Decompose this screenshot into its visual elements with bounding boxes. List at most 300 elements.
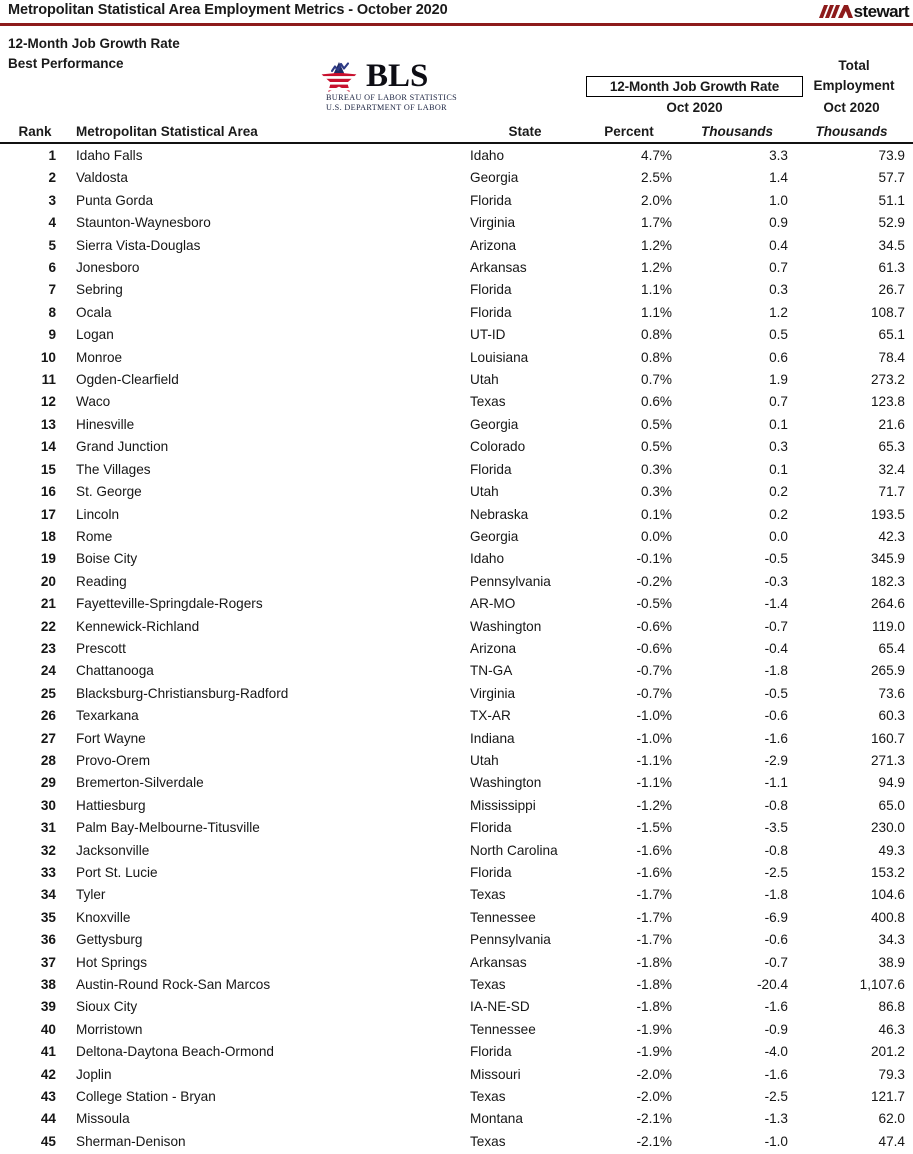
- cell-msa: Idaho Falls: [76, 148, 143, 163]
- cell-percent: 0.3%: [641, 484, 672, 500]
- table-row: [0, 236, 913, 258]
- cell-state: Virginia: [470, 685, 516, 701]
- cell-thousands: 0.0: [769, 528, 788, 544]
- cell-percent: -2.0%: [636, 1066, 672, 1082]
- cell-state: Utah: [470, 752, 499, 768]
- table-row: [0, 953, 913, 975]
- table-row: [0, 392, 913, 414]
- table-row: [0, 370, 913, 392]
- cell-thousands: -2.5: [764, 1089, 788, 1105]
- cell-state: Colorado: [470, 439, 526, 455]
- data-table-body: [0, 146, 913, 1154]
- cell-total-employment: 60.3: [878, 708, 905, 724]
- cell-msa: Texarkana: [76, 708, 139, 724]
- cell-total-employment: 38.9: [878, 954, 905, 970]
- cell-msa: Boise City: [76, 551, 138, 567]
- cell-msa: Blacksburg-Christiansburg-Radford: [76, 685, 289, 701]
- cell-percent: -0.1%: [636, 551, 672, 567]
- total-employment-line-2: Employment: [813, 78, 895, 93]
- cell-thousands: -0.4: [764, 640, 788, 656]
- cell-thousands: 0.7: [769, 394, 788, 410]
- stewart-wordmark: stewart: [853, 2, 909, 21]
- cell-rank: 8: [48, 304, 56, 320]
- cell-state: Texas: [470, 1133, 506, 1149]
- table-row: [0, 1042, 913, 1064]
- cell-percent: -0.6%: [636, 618, 672, 634]
- cell-thousands: -1.6: [764, 999, 788, 1015]
- table-row: [0, 1109, 913, 1131]
- cell-thousands: 1.2: [769, 304, 788, 320]
- cell-msa: Sierra Vista-Douglas: [76, 237, 201, 253]
- subtitle-line-2: Best Performance: [8, 56, 124, 71]
- cell-msa: Port St. Lucie: [76, 865, 158, 880]
- cell-msa: Austin-Round Rock-San Marcos: [76, 977, 271, 993]
- cell-msa: Punta Gorda: [76, 192, 154, 208]
- cell-total-employment: 79.3: [878, 1066, 905, 1082]
- cell-state: Florida: [470, 192, 512, 208]
- table-row: [0, 146, 913, 168]
- cell-thousands: 0.9: [769, 215, 788, 231]
- cell-msa: Ogden-Clearfield: [76, 372, 179, 388]
- cell-total-employment: 1,107.6: [859, 977, 905, 993]
- cell-total-employment: 65.0: [878, 797, 905, 813]
- cell-state: Indiana: [470, 730, 515, 746]
- cell-msa: Hot Springs: [76, 954, 148, 970]
- table-row: [0, 930, 913, 952]
- cell-total-employment: 123.8: [870, 394, 905, 410]
- cell-total-employment: 34.5: [878, 237, 905, 253]
- cell-msa: Jacksonville: [76, 842, 150, 858]
- cell-percent: 1.1%: [641, 304, 672, 320]
- cell-state: Florida: [470, 282, 512, 298]
- cell-state: Pennsylvania: [470, 573, 551, 589]
- table-row: [0, 527, 913, 549]
- table-row: [0, 997, 913, 1019]
- cell-thousands: -0.5: [764, 551, 788, 567]
- stewart-logo: [819, 2, 909, 21]
- cell-state: Georgia: [470, 416, 519, 432]
- page-banner: [0, 0, 913, 25]
- cell-rank: 26: [40, 708, 56, 724]
- cell-thousands: -1.6: [764, 730, 788, 746]
- cell-state: Georgia: [470, 170, 519, 186]
- cell-percent: -1.7%: [636, 932, 672, 948]
- cell-thousands: -1.1: [764, 775, 788, 791]
- cell-state: Virginia: [470, 215, 516, 231]
- cell-total-employment: 65.4: [878, 640, 905, 656]
- cell-total-employment: 108.7: [870, 304, 905, 320]
- cell-thousands: -0.5: [764, 685, 788, 701]
- cell-msa: College Station - Bryan: [76, 1089, 216, 1105]
- cell-total-employment: 201.2: [870, 1044, 905, 1060]
- cell-rank: 37: [40, 954, 56, 970]
- cell-percent: 0.7%: [641, 372, 672, 388]
- cell-percent: -1.9%: [636, 1044, 672, 1060]
- cell-state: TX-AR: [470, 708, 511, 724]
- total-employment-line-1: Total: [838, 58, 870, 73]
- cell-percent: -1.8%: [636, 977, 672, 993]
- cell-state: Tennessee: [470, 1021, 536, 1037]
- cell-state: Idaho: [470, 551, 505, 567]
- cell-rank: 38: [40, 977, 56, 993]
- cell-total-employment: 71.7: [878, 484, 905, 500]
- cell-state: Nebraska: [470, 506, 529, 522]
- cell-total-employment: 73.9: [878, 148, 905, 163]
- cell-percent: -1.6%: [636, 842, 672, 858]
- cell-rank: 41: [40, 1044, 56, 1060]
- cell-total-employment: 73.6: [878, 685, 905, 701]
- table-row: [0, 908, 913, 930]
- table-row: [0, 594, 913, 616]
- cell-msa: Fort Wayne: [76, 730, 146, 746]
- cell-rank: 31: [40, 820, 56, 836]
- table-row: [0, 325, 913, 347]
- subtitle-line-1: 12-Month Job Growth Rate: [8, 36, 180, 51]
- table-row: [0, 796, 913, 818]
- column-header-msa: Metropolitan Statistical Area: [76, 124, 258, 139]
- table-row: [0, 280, 913, 302]
- column-header-state: State: [508, 124, 542, 139]
- cell-thousands: -1.8: [764, 887, 788, 903]
- table-row: [0, 258, 913, 280]
- cell-msa: Joplin: [76, 1066, 112, 1082]
- cell-rank: 27: [40, 730, 56, 746]
- cell-percent: 4.7%: [641, 148, 672, 163]
- table-row: [0, 729, 913, 751]
- cell-total-employment: 193.5: [870, 506, 905, 522]
- cell-rank: 4: [48, 215, 56, 231]
- cell-percent: -1.9%: [636, 1021, 672, 1037]
- cell-msa: St. George: [76, 484, 142, 500]
- cell-msa: Palm Bay-Melbourne-Titusville: [76, 820, 260, 836]
- cell-total-employment: 230.0: [870, 820, 905, 836]
- table-row: [0, 751, 913, 773]
- cell-state: Arizona: [470, 237, 517, 253]
- cell-rank: 6: [48, 260, 56, 276]
- cell-thousands: -20.4: [757, 977, 788, 993]
- cell-total-employment: 65.1: [878, 327, 905, 343]
- cell-thousands: -1.6: [764, 1066, 788, 1082]
- cell-percent: -1.5%: [636, 820, 672, 836]
- cell-msa: Sherman-Denison: [76, 1133, 186, 1149]
- cell-msa: Logan: [76, 327, 114, 343]
- cell-percent: -0.6%: [636, 640, 672, 656]
- cell-msa: Valdosta: [76, 170, 128, 186]
- cell-rank: 21: [40, 596, 56, 612]
- cell-percent: 0.5%: [641, 439, 672, 455]
- cell-msa: Knoxville: [76, 909, 131, 925]
- cell-state: Florida: [470, 304, 512, 320]
- cell-msa: The Villages: [76, 461, 151, 477]
- cell-state: North Carolina: [470, 842, 558, 858]
- cell-thousands: 0.3: [769, 282, 788, 298]
- cell-total-employment: 47.4: [878, 1133, 905, 1149]
- cell-state: Georgia: [470, 528, 519, 544]
- cell-rank: 1: [48, 148, 56, 163]
- cell-rank: 39: [40, 999, 56, 1015]
- cell-msa: Missoula: [76, 1111, 130, 1127]
- cell-thousands: -6.9: [764, 909, 788, 925]
- cell-total-employment: 273.2: [870, 372, 905, 388]
- cell-msa: Prescott: [76, 640, 126, 656]
- cell-rank: 10: [40, 349, 56, 365]
- table-row: [0, 818, 913, 840]
- cell-rank: 42: [40, 1066, 56, 1082]
- cell-msa: Jonesboro: [76, 260, 140, 276]
- cell-percent: -1.7%: [636, 887, 672, 903]
- cell-total-employment: 265.9: [870, 663, 905, 679]
- cell-percent: -1.6%: [636, 865, 672, 880]
- cell-msa: Grand Junction: [76, 439, 169, 455]
- cell-total-employment: 62.0: [878, 1111, 905, 1127]
- cell-state: Tennessee: [470, 909, 536, 925]
- cell-msa: Tyler: [76, 887, 106, 903]
- cell-rank: 44: [40, 1111, 56, 1127]
- header-rule: [0, 142, 913, 144]
- cell-rank: 23: [40, 640, 56, 656]
- cell-state: AR-MO: [470, 596, 516, 612]
- cell-msa: Rome: [76, 528, 113, 544]
- total-employment-group-header: [795, 56, 913, 96]
- cell-rank: 16: [40, 484, 56, 500]
- cell-state: Arkansas: [470, 260, 527, 276]
- cell-percent: -1.0%: [636, 708, 672, 724]
- cell-rank: 9: [48, 327, 56, 343]
- table-row: [0, 841, 913, 863]
- table-row: [0, 661, 913, 683]
- table-row: [0, 773, 913, 795]
- bls-subtitle-line-2: U.S. DEPARTMENT OF LABOR: [326, 103, 447, 112]
- cell-percent: -2.0%: [636, 1089, 672, 1105]
- cell-rank: 19: [40, 551, 56, 567]
- cell-thousands: 0.1: [769, 461, 788, 477]
- cell-rank: 28: [40, 752, 56, 768]
- cell-rank: 45: [40, 1133, 56, 1149]
- growth-rate-group-label: 12-Month Job Growth Rate: [609, 79, 780, 94]
- column-header-thousands: Thousands: [700, 124, 773, 139]
- cell-thousands: -1.8: [764, 663, 788, 679]
- cell-msa: Monroe: [76, 349, 123, 365]
- cell-rank: 5: [48, 237, 56, 253]
- cell-state: Florida: [470, 865, 512, 880]
- cell-total-employment: 46.3: [878, 1021, 905, 1037]
- cell-percent: -1.8%: [636, 999, 672, 1015]
- cell-state: IA-NE-SD: [470, 999, 530, 1015]
- cell-state: Louisiana: [470, 349, 529, 365]
- table-row: [0, 460, 913, 482]
- column-header-percent: Percent: [604, 124, 654, 139]
- cell-thousands: 0.1: [769, 416, 788, 432]
- bls-star-chart-icon: [318, 62, 362, 97]
- cell-total-employment: 121.7: [870, 1089, 905, 1105]
- cell-thousands: -0.8: [764, 842, 788, 858]
- cell-total-employment: 32.4: [878, 461, 905, 477]
- cell-percent: 0.3%: [641, 461, 672, 477]
- cell-msa: Fayetteville-Springdale-Rogers: [76, 596, 263, 612]
- cell-thousands: -0.7: [764, 954, 788, 970]
- cell-msa: Lincoln: [76, 506, 120, 522]
- cell-percent: -0.7%: [636, 663, 672, 679]
- table-row: [0, 1020, 913, 1042]
- cell-total-employment: 61.3: [878, 260, 905, 276]
- cell-rank: 43: [40, 1089, 56, 1105]
- cell-thousands: -0.3: [764, 573, 788, 589]
- cell-state: Pennsylvania: [470, 932, 551, 948]
- growth-period-label: Oct 2020: [666, 100, 723, 115]
- table-row: [0, 437, 913, 459]
- cell-total-employment: 86.8: [878, 999, 905, 1015]
- cell-msa: Ocala: [76, 304, 112, 320]
- cell-percent: 0.0%: [641, 528, 672, 544]
- cell-total-employment: 52.9: [878, 215, 905, 231]
- cell-total-employment: 78.4: [878, 349, 905, 365]
- cell-rank: 3: [48, 192, 56, 208]
- table-row: [0, 684, 913, 706]
- table-row: [0, 549, 913, 571]
- cell-rank: 11: [41, 372, 56, 388]
- table-row: [0, 303, 913, 325]
- cell-total-employment: 153.2: [870, 865, 905, 880]
- cell-msa: Morristown: [76, 1021, 143, 1037]
- cell-rank: 35: [40, 909, 56, 925]
- cell-percent: 2.0%: [641, 192, 672, 208]
- cell-state: Utah: [470, 372, 499, 388]
- cell-rank: 13: [40, 416, 56, 432]
- cell-total-employment: 119.0: [871, 618, 905, 634]
- cell-msa: Chattanooga: [76, 663, 154, 679]
- bls-subtitle-line-1: BUREAU OF LABOR STATISTICS: [326, 93, 458, 102]
- cell-thousands: 0.3: [769, 439, 788, 455]
- cell-total-employment: 182.3: [870, 573, 905, 589]
- cell-total-employment: 400.8: [870, 909, 905, 925]
- cell-percent: 1.2%: [641, 237, 672, 253]
- cell-state: UT-ID: [470, 327, 506, 343]
- cell-state: Texas: [470, 887, 506, 903]
- cell-state: Arkansas: [470, 954, 527, 970]
- cell-thousands: 0.2: [769, 506, 788, 522]
- cell-percent: -0.2%: [636, 573, 672, 589]
- cell-msa: Sebring: [76, 282, 123, 298]
- cell-thousands: -0.6: [764, 708, 788, 724]
- growth-rate-group-header: [586, 76, 803, 97]
- table-row: [0, 1065, 913, 1087]
- cell-msa: Bremerton-Silverdale: [76, 775, 204, 791]
- table-row: [0, 706, 913, 728]
- table-row: [0, 617, 913, 639]
- cell-rank: 40: [40, 1021, 56, 1037]
- cell-rank: 14: [40, 439, 56, 455]
- cell-thousands: -0.7: [764, 618, 788, 634]
- bls-letters: BLS: [366, 58, 429, 94]
- page-title: Metropolitan Statistical Area Employment Metrics - October 2020: [8, 2, 448, 18]
- table-row: [0, 863, 913, 885]
- bls-subtitle: [326, 93, 457, 113]
- cell-state: Florida: [470, 820, 512, 836]
- cell-state: Texas: [470, 394, 506, 410]
- cell-percent: -1.1%: [636, 752, 672, 768]
- cell-msa: Waco: [76, 394, 111, 410]
- cell-total-employment: 57.7: [878, 170, 905, 186]
- cell-msa: Hattiesburg: [76, 797, 146, 813]
- cell-thousands: 1.0: [769, 192, 788, 208]
- cell-state: Washington: [470, 775, 542, 791]
- table-row: [0, 1132, 913, 1154]
- cell-thousands: -1.3: [764, 1111, 788, 1127]
- cell-rank: 17: [40, 506, 56, 522]
- cell-thousands: -2.5: [764, 865, 788, 880]
- cell-msa: Deltona-Daytona Beach-Ormond: [76, 1044, 274, 1060]
- cell-thousands: -4.0: [764, 1044, 788, 1060]
- cell-msa: Staunton-Waynesboro: [76, 215, 211, 231]
- cell-msa: Provo-Orem: [76, 752, 151, 768]
- cell-total-employment: 34.3: [878, 932, 905, 948]
- cell-rank: 18: [40, 528, 56, 544]
- cell-state: Mississippi: [470, 797, 536, 813]
- cell-msa: Kennewick-Richland: [76, 618, 200, 634]
- cell-msa: Hinesville: [76, 416, 135, 432]
- cell-rank: 2: [48, 170, 56, 186]
- table-row: [0, 639, 913, 661]
- cell-percent: 0.8%: [641, 349, 672, 365]
- cell-msa: Sioux City: [76, 999, 138, 1015]
- cell-thousands: 1.9: [769, 372, 788, 388]
- cell-msa: Reading: [76, 573, 127, 589]
- cell-rank: 7: [48, 282, 56, 298]
- cell-total-employment: 104.6: [870, 887, 905, 903]
- table-row: [0, 168, 913, 190]
- cell-state: Missouri: [470, 1066, 521, 1082]
- column-header-total-thousands: Thousands: [815, 124, 888, 139]
- cell-thousands: -0.8: [764, 797, 788, 813]
- cell-thousands: -0.9: [764, 1021, 788, 1037]
- cell-state: Texas: [470, 1089, 506, 1105]
- cell-thousands: -3.5: [764, 820, 788, 836]
- cell-percent: -1.2%: [636, 797, 672, 813]
- cell-rank: 32: [40, 842, 56, 858]
- cell-rank: 20: [40, 573, 56, 589]
- cell-percent: 0.8%: [641, 327, 672, 343]
- cell-rank: 25: [40, 685, 56, 701]
- cell-percent: -1.7%: [636, 909, 672, 925]
- cell-state: Washington: [470, 618, 542, 634]
- total-period-label: Oct 2020: [823, 100, 880, 115]
- cell-state: Florida: [470, 1044, 512, 1060]
- cell-thousands: 3.3: [769, 148, 788, 163]
- cell-percent: -1.8%: [636, 954, 672, 970]
- cell-rank: 36: [40, 932, 56, 948]
- table-row: [0, 213, 913, 235]
- column-header-rank: Rank: [18, 124, 52, 139]
- cell-state: Montana: [470, 1111, 523, 1127]
- cell-thousands: 0.4: [769, 237, 788, 253]
- cell-thousands: -0.6: [764, 932, 788, 948]
- cell-thousands: 1.4: [769, 170, 788, 186]
- cell-rank: 29: [40, 775, 56, 791]
- cell-thousands: -2.9: [764, 752, 788, 768]
- cell-total-employment: 345.9: [870, 551, 905, 567]
- cell-percent: -0.7%: [636, 685, 672, 701]
- cell-total-employment: 21.6: [878, 416, 905, 432]
- cell-rank: 34: [40, 887, 56, 903]
- cell-state: TN-GA: [470, 663, 513, 679]
- cell-rank: 24: [40, 663, 56, 679]
- cell-msa: Gettysburg: [76, 932, 143, 948]
- cell-percent: 0.6%: [641, 394, 672, 410]
- cell-percent: -0.5%: [636, 596, 672, 612]
- table-row: [0, 415, 913, 437]
- cell-rank: 12: [40, 394, 56, 410]
- cell-total-employment: 160.7: [870, 730, 905, 746]
